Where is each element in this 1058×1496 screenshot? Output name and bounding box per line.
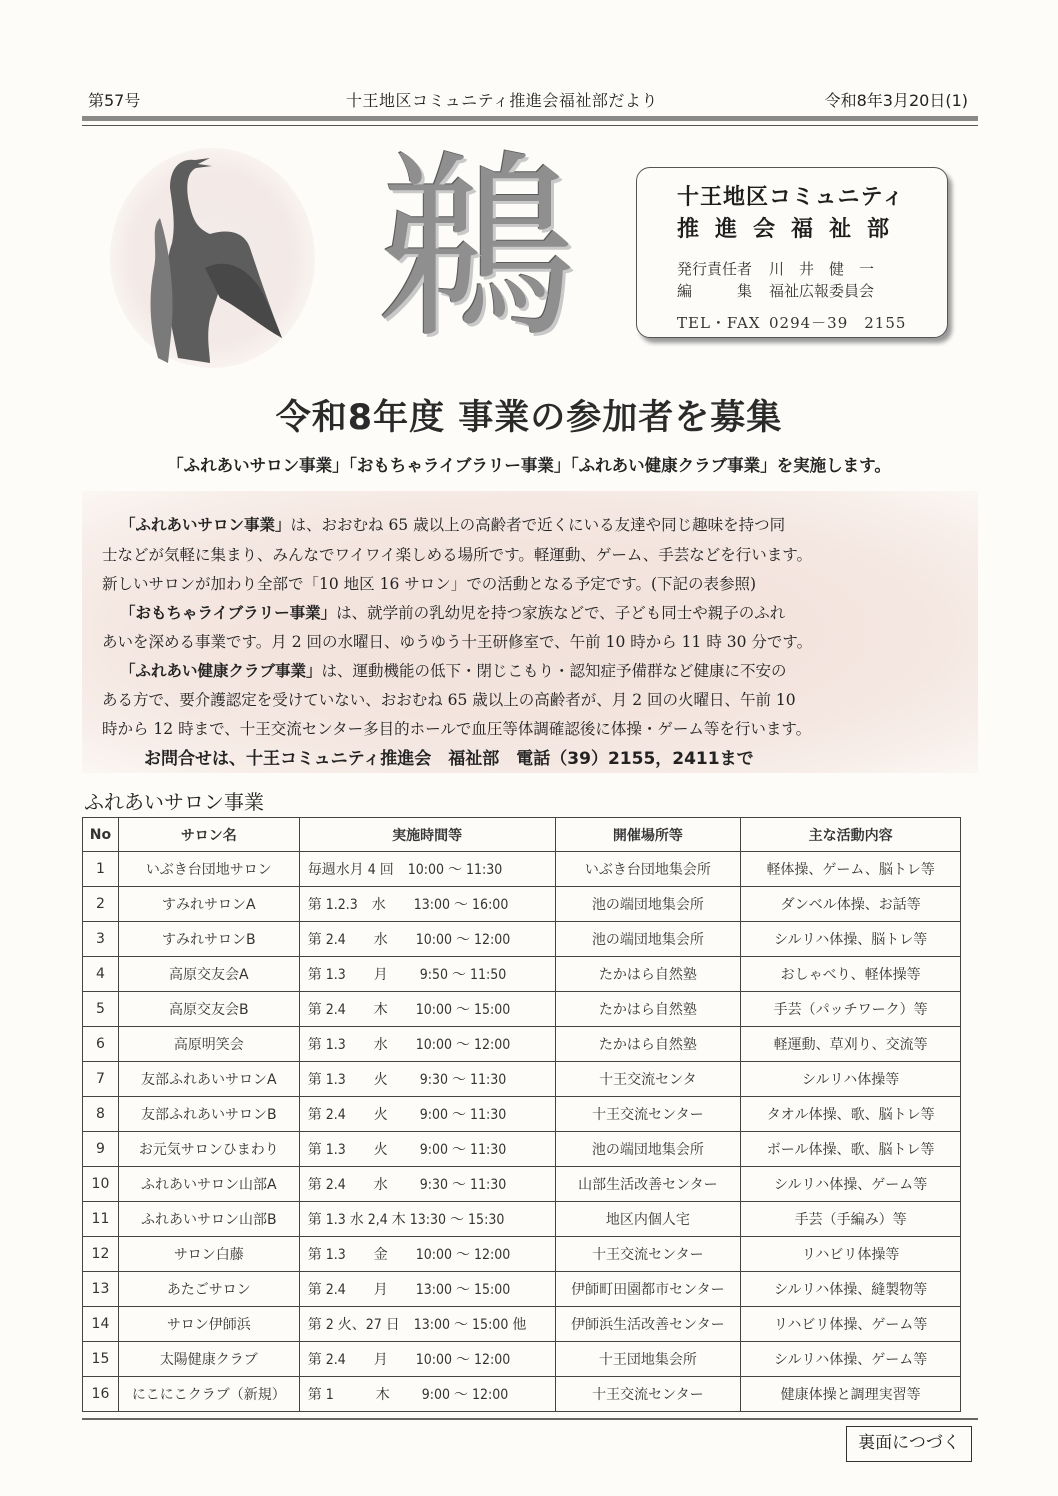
publisher-box xyxy=(636,167,948,338)
cell-no: 10 xyxy=(83,1167,119,1202)
salon-paragraph-line2: 士などが気軽に集まり、みんなでワイワイ楽しめる場所です。軽運動、ゲーム、手芸などを行います。 xyxy=(102,546,813,564)
col-header-place: 開催場所等 xyxy=(555,818,741,852)
cell-no: 11 xyxy=(83,1202,119,1237)
editor-label: 編 集 xyxy=(677,282,753,300)
editor-name: 福祉広報委員会 xyxy=(769,282,875,300)
responsible-name: 川 井 健 一 xyxy=(769,260,875,278)
cell-time: 第 2.4 木 10:00 ～ 15:00 xyxy=(299,992,555,1027)
cell-no: 4 xyxy=(83,957,119,992)
toy-paragraph-line2: あいを深める事業です。月 2 回の水曜日、ゆうゆう十王研修室で、午前 10 時から 11 時 30 分です。 xyxy=(102,633,813,651)
table-row xyxy=(83,1132,961,1167)
cell-place: 十王交流センター xyxy=(555,1237,741,1272)
cell-activity: 軽運動、草刈り、交流等 xyxy=(741,1027,961,1062)
table-row xyxy=(83,1097,961,1132)
cell-no: 5 xyxy=(83,992,119,1027)
cormorant-image xyxy=(110,148,315,368)
cell-activity: 手芸（手編み）等 xyxy=(741,1202,961,1237)
col-header-activity: 主な活動内容 xyxy=(741,818,961,852)
cell-activity: ダンベル体操、お話等 xyxy=(741,887,961,922)
cell-name: すみれサロンB xyxy=(118,922,299,957)
cell-name: 友部ふれあいサロンB xyxy=(118,1097,299,1132)
cell-time: 第 2.4 月 13:00 ～ 15:00 xyxy=(299,1272,555,1307)
cell-activity: シルリハ体操等 xyxy=(741,1062,961,1097)
cell-activity: おしゃべり、軽体操等 xyxy=(741,957,961,992)
salon-table xyxy=(82,817,961,1412)
cell-place: 山部生活改善センター xyxy=(555,1167,741,1202)
cell-no: 13 xyxy=(83,1272,119,1307)
cell-activity: ボール体操、歌、脳トレ等 xyxy=(741,1132,961,1167)
salon-paragraph-line3: 新しいサロンが加わり全部で「10 地区 16 サロン」での活動となる予定です。(下記の表参照) xyxy=(102,575,757,593)
table-row xyxy=(83,992,961,1027)
cell-place: 池の端団地集会所 xyxy=(555,1132,741,1167)
cell-name: あたごサロン xyxy=(118,1272,299,1307)
responsible-label: 発行責任者 xyxy=(677,260,753,278)
cell-activity: タオル体操、歌、脳トレ等 xyxy=(741,1097,961,1132)
responsible-row xyxy=(677,258,874,279)
cell-place: たかはら自然塾 xyxy=(555,1027,741,1062)
cell-name: 高原明笑会 xyxy=(118,1027,299,1062)
club-paragraph-line2: ある方で、要介護認定を受けていない、おおむね 65 歳以上の高齢者が、月 2 回の火曜日、午前 10 xyxy=(102,691,796,709)
salon-section-title: ふれあいサロン事業 xyxy=(84,790,264,814)
cell-time: 第 1.3 金 10:00 ～ 12:00 xyxy=(299,1237,555,1272)
cell-no: 14 xyxy=(83,1307,119,1342)
cell-time: 第 2.4 月 10:00 ～ 12:00 xyxy=(299,1342,555,1377)
cell-no: 8 xyxy=(83,1097,119,1132)
cell-name: 太陽健康クラブ xyxy=(118,1342,299,1377)
cell-time: 第 2 火、27 日 13:00 ～ 15:00 他 xyxy=(299,1307,555,1342)
main-headline: 令和8年度 事業の参加者を募集 xyxy=(275,398,783,438)
org-name-line1: 十王地区コミュニティ xyxy=(677,185,905,210)
col-header-no: No xyxy=(83,818,119,852)
cell-time: 第 1 木 9:00 ～ 12:00 xyxy=(299,1377,555,1412)
cell-no: 16 xyxy=(83,1377,119,1412)
table-row xyxy=(83,1272,961,1307)
newsletter-title: 十王地区コミュニティ推進会福祉部だより xyxy=(346,91,658,110)
cormorant-icon xyxy=(110,148,315,368)
cell-no: 3 xyxy=(83,922,119,957)
cell-activity: 手芸（パッチワーク）等 xyxy=(741,992,961,1027)
cell-name: いぶき台団地サロン xyxy=(118,852,299,887)
table-row xyxy=(83,957,961,992)
cell-time: 第 2.4 火 9:00 ～ 11:30 xyxy=(299,1097,555,1132)
club-title: 「ふれあい健康クラブ事業」 xyxy=(120,662,322,680)
table-row xyxy=(83,1062,961,1097)
cell-place: たかはら自然塾 xyxy=(555,992,741,1027)
cell-activity: 健康体操と調理実習等 xyxy=(741,1377,961,1412)
cell-time: 第 1.3 水 10:00 ～ 12:00 xyxy=(299,1027,555,1062)
table-row xyxy=(83,1377,961,1412)
issue-date: 令和8年3月20日(1) xyxy=(824,91,968,110)
cell-place: 十王交流センタ xyxy=(555,1062,741,1097)
footer-rule xyxy=(82,1418,978,1420)
toy-title: 「おもちゃライブラリー事業」 xyxy=(120,604,337,622)
salon-title: 「ふれあいサロン事業」 xyxy=(120,516,291,534)
header-rule-thin xyxy=(82,125,978,126)
header-rule-thick xyxy=(82,116,978,121)
table-row xyxy=(83,887,961,922)
cell-time: 第 1.3 水 2,4 木 13:30 ～ 15:30 xyxy=(299,1202,555,1237)
cell-place: 伊師町田園都市センター xyxy=(555,1272,741,1307)
cell-name: すみれサロンA xyxy=(118,887,299,922)
cell-time: 第 2.4 水 10:00 ～ 12:00 xyxy=(299,922,555,957)
cell-time: 第 1.3 月 9:50 ～ 11:50 xyxy=(299,957,555,992)
table-row xyxy=(83,1027,961,1062)
cell-activity: リハビリ体操等 xyxy=(741,1237,961,1272)
cell-name: ふれあいサロン山部B xyxy=(118,1202,299,1237)
contact-line: お問合せは、十王コミュニティ推進会 福祉部 電話（39）2155，2411まで xyxy=(144,749,754,769)
cell-name: サロン白藤 xyxy=(118,1237,299,1272)
cell-name: にこにこクラブ（新規） xyxy=(118,1377,299,1412)
continue-on-back-label: 裏面につづく xyxy=(846,1426,972,1462)
cell-time: 第 1.3 火 9:00 ～ 11:30 xyxy=(299,1132,555,1167)
cell-no: 7 xyxy=(83,1062,119,1097)
editor-row xyxy=(677,280,874,301)
table-row xyxy=(83,1237,961,1272)
cell-name: ふれあいサロン山部A xyxy=(118,1167,299,1202)
cell-name: 友部ふれあいサロンA xyxy=(118,1062,299,1097)
cell-name: サロン伊師浜 xyxy=(118,1307,299,1342)
cell-no: 15 xyxy=(83,1342,119,1377)
page-header xyxy=(88,88,980,112)
cell-time: 毎週水月 4 回 10:00 ～ 11:30 xyxy=(299,852,555,887)
table-header-row xyxy=(83,818,961,852)
cell-time: 第 1.3 火 9:30 ～ 11:30 xyxy=(299,1062,555,1097)
col-header-time: 実施時間等 xyxy=(299,818,555,852)
cell-place: 池の端団地集会所 xyxy=(555,887,741,922)
cell-name: 高原交友会B xyxy=(118,992,299,1027)
cell-place: 地区内個人宅 xyxy=(555,1202,741,1237)
tel-row xyxy=(677,312,906,333)
cell-activity: シルリハ体操、脳トレ等 xyxy=(741,922,961,957)
col-header-name: サロン名 xyxy=(118,818,299,852)
info-box xyxy=(82,491,978,773)
cell-no: 9 xyxy=(83,1132,119,1167)
cell-activity: リハビリ体操、ゲーム等 xyxy=(741,1307,961,1342)
cell-place: 十王交流センター xyxy=(555,1377,741,1412)
sub-headline: 「ふれあいサロン事業」「おもちゃライブラリー事業」「ふれあい健康クラブ事業」を実施します。 xyxy=(167,456,891,475)
table-row xyxy=(83,1167,961,1202)
masthead-title: 鵜 xyxy=(376,133,573,366)
tel-label: TEL・FAX xyxy=(677,314,761,332)
table-row xyxy=(83,1202,961,1237)
cell-time: 第 2.4 水 9:30 ～ 11:30 xyxy=(299,1167,555,1202)
cell-activity: シルリハ体操、縫製物等 xyxy=(741,1272,961,1307)
cell-place: いぶき台団地集会所 xyxy=(555,852,741,887)
table-row xyxy=(83,1342,961,1377)
cell-time: 第 1.2.3 水 13:00 ～ 16:00 xyxy=(299,887,555,922)
org-name-line2: 推進会福祉部 xyxy=(677,217,906,242)
tel-value: 0294－39 2155 xyxy=(769,314,907,332)
table-row xyxy=(83,1307,961,1342)
cell-no: 2 xyxy=(83,887,119,922)
toy-paragraph-line1: 「おもちゃライブラリー事業」は、就学前の乳幼児を持つ家族などで、子ども同士や親子のふれ xyxy=(120,604,786,622)
cell-place: たかはら自然塾 xyxy=(555,957,741,992)
table-row xyxy=(83,922,961,957)
club-paragraph-line1: 「ふれあい健康クラブ事業」は、運動機能の低下・閉じこもり・認知症予備群など健康に不安の xyxy=(120,662,787,680)
table-row xyxy=(83,852,961,887)
cell-activity: 軽体操、ゲーム、脳トレ等 xyxy=(741,852,961,887)
cell-place: 十王団地集会所 xyxy=(555,1342,741,1377)
cell-place: 池の端団地集会所 xyxy=(555,922,741,957)
cell-no: 6 xyxy=(83,1027,119,1062)
salon-paragraph-line1: 「ふれあいサロン事業」は、おおむね 65 歳以上の高齢者で近くにいる友達や同じ趣味を持つ同 xyxy=(120,516,786,534)
issue-number: 第57号 xyxy=(88,91,141,110)
cell-activity: シルリハ体操、ゲーム等 xyxy=(741,1167,961,1202)
cell-no: 1 xyxy=(83,852,119,887)
cell-name: お元気サロンひまわり xyxy=(118,1132,299,1167)
cell-name: 高原交友会A xyxy=(118,957,299,992)
club-paragraph-line3: 時から 12 時まで、十王交流センター多目的ホールで血圧等体調確認後に体操・ゲーム等を行います。 xyxy=(102,720,812,738)
cell-no: 12 xyxy=(83,1237,119,1272)
cell-activity: シルリハ体操、ゲーム等 xyxy=(741,1342,961,1377)
cell-place: 伊師浜生活改善センター xyxy=(555,1307,741,1342)
cell-place: 十王交流センター xyxy=(555,1097,741,1132)
